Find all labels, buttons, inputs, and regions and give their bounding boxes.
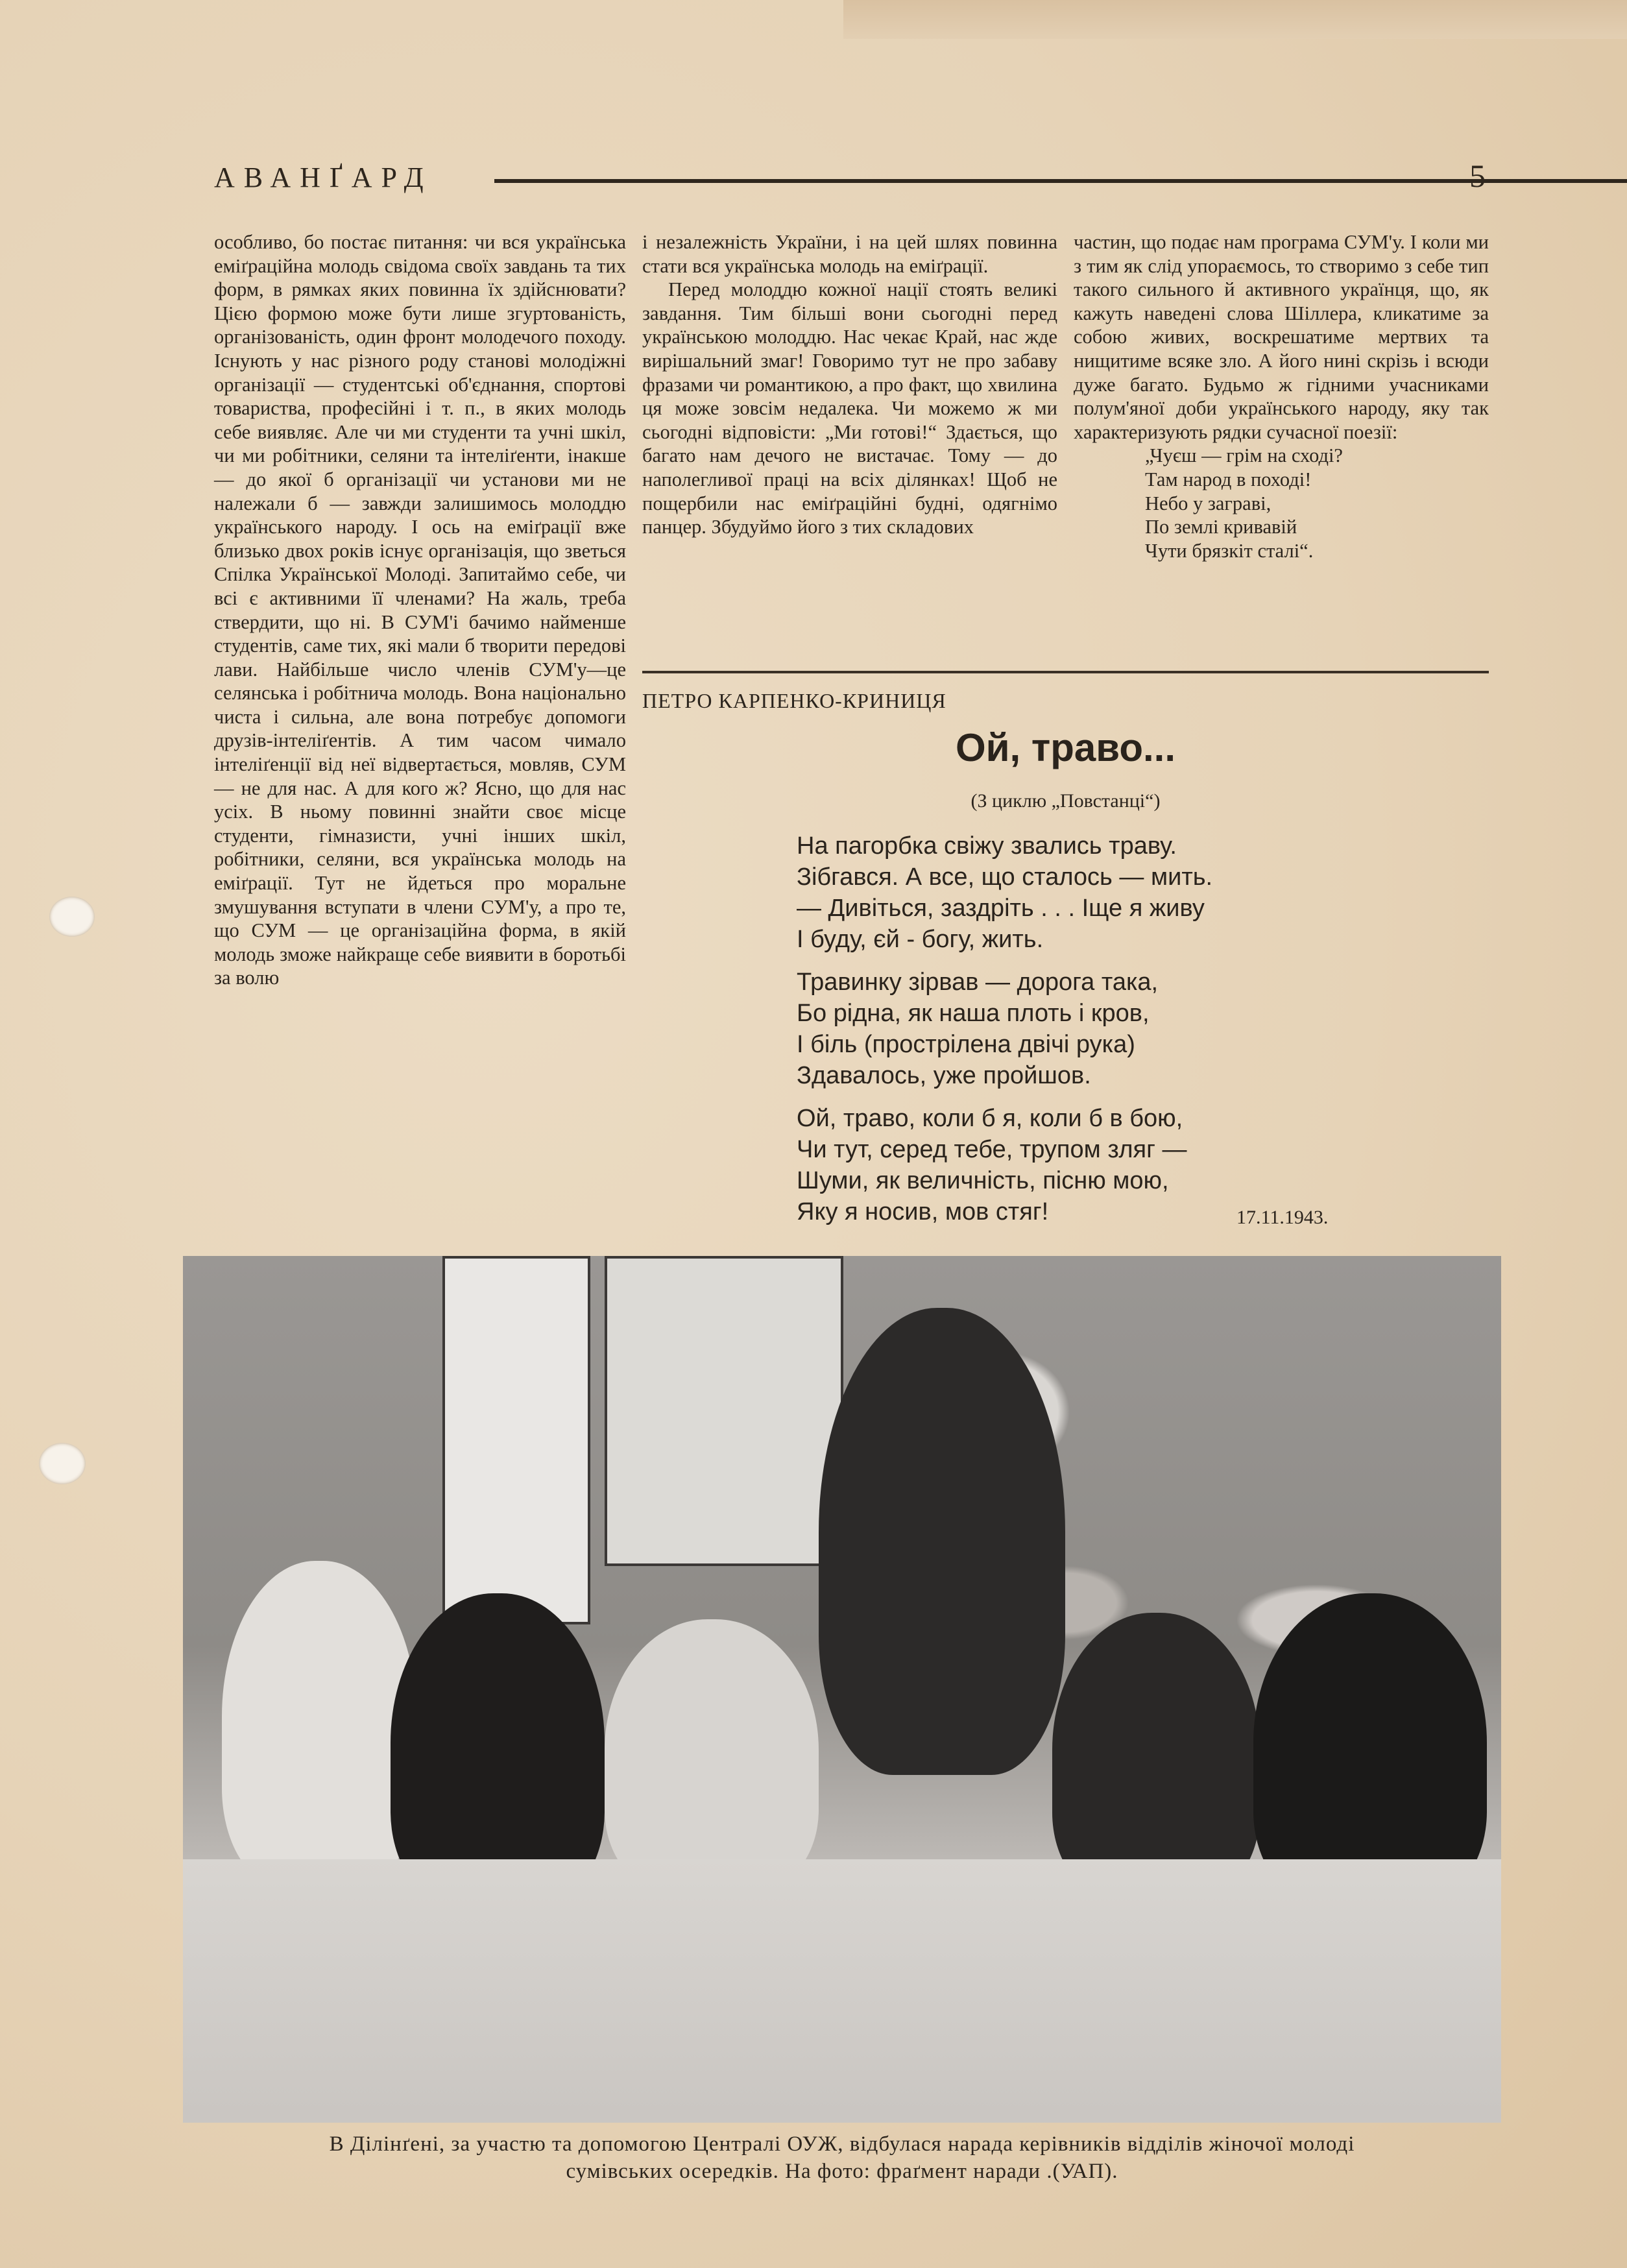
poem-line: Шуми, як величність, пісню мою,: [797, 1167, 1169, 1194]
verse-line: „Чуєш — грім на сході?: [1145, 444, 1343, 467]
poem-author: ПЕТРО КАРПЕНКО-КРИНИЦЯ: [642, 689, 946, 712]
poem-line: І біль (прострілена двічі рука): [797, 1031, 1135, 1058]
masthead: АВАНҐАРД: [214, 162, 433, 193]
stanza: [797, 830, 1380, 955]
paragraph: особливо, бо постає питання: чи вся українська еміґраційна молодь свідома своїх завдань та тих форм, в рямках яких повинна їх здійснювати? Цією формою може бути лише згуртованість, організованість, один фронт молодечого походу. Існують у нас різного роду станові молодіжні організації — студентські об'єднання, спортові товариства, професійні і т. п., в яких молодь себе виявляє. Але чи ми студенти та учні шкіл, чи ми робітники, селяни та інтеліґенти, інакше — до якої б організації чи установи ми не належали б — завжди залишимось молоддю українського народу. І ось на еміґрації вже близько двох років існує організація, що зветься Спілка Української Молоді. Запитаймо себе, чи всі є активними її членами? На жаль, треба ствердити, що ні. В СУМ'і бачимо найменше студентів, саме тих, які мали б творити передові лави. Найбільше число членів СУМ'у—це селянська і робітнича молодь. Вона національно чиста і сильна, але вона потребує допомоги друзів-інтеліґентів. А тим часом чимало інтеліґенції від неї відвертається, мовляв, СУМ — не для нас. А для кого ж? Ясно, що для нас усіх. В ньому повинні знайти своє місце студенти, гімназисти, учні інших шкіл, робітники, селяни, вся українська молодь на еміґрації. Тут не йдеться про моральне змушування вступати в члени СУМ'у, а про те, що СУМ — це організаційна форма, в якій молодь зможе найкраще себе виявити в боротьбі за волю: [214, 231, 626, 989]
poem-line: Бо рідна, як наша плоть і кров,: [797, 1000, 1150, 1027]
paragraph: Перед молоддю кожної нації стоять великі завдання. Тим більші вони сьогодні перед українською молоддю. Нас чекає Край, нас жде вирішальний змаг! Говоримо тут не про забаву фразами чи романтикою, а про факт, що хвилина ця може зовсім недалека. Чи можемо ж ми сьогодні відповісти: „Ми готові!“ Здається, що багато нам дечого не вистачає. Тому — до наполегливої праці на всіх ділянках! Щоб не пощербили нас еміґраційні будні, одягнімо панцер. Збудуймо його з тих складових: [642, 278, 1057, 538]
caption-line: В Ділінґені, за участю та допомогою Централі ОУЖ, відбулася нарада керівників відділів жіночої молоді: [329, 2132, 1355, 2156]
poem-line: Чи тут, серед тебе, трупом зляг —: [797, 1136, 1187, 1163]
poem-date: 17.11.1943.: [1236, 1207, 1329, 1228]
verse-line: По землі кривавій: [1145, 516, 1297, 538]
quoted-verse: [1074, 444, 1489, 562]
poem-cycle: (З циклю „Повстанці“): [970, 790, 1161, 812]
article-column-2: [642, 230, 1057, 539]
verse-line: Небо у заграві,: [1145, 492, 1271, 514]
punch-hole: [39, 1443, 86, 1484]
person-seated: [605, 1619, 819, 1892]
poem-line: І буду, єй - богу, жить.: [797, 926, 1044, 953]
poem-divider: [642, 671, 1489, 673]
paragraph: і незалежність України, і на цей шлях повинна стати вся українська молодь на еміґрації.: [642, 231, 1057, 277]
punch-hole: [49, 897, 95, 937]
page-header: [214, 158, 1486, 206]
person-seated: [391, 1593, 605, 1905]
poem-line: Яку я носив, мов стяг!: [797, 1198, 1049, 1225]
article-column-3: [1074, 230, 1489, 562]
meeting-table: [183, 1859, 1501, 2123]
verse-line: Там народ в поході!: [1145, 468, 1312, 490]
stanza: [797, 967, 1380, 1091]
header-rule: [494, 179, 1627, 183]
poem-line: — Дивіться, заздріть . . . Іще я живу: [797, 895, 1205, 922]
poem-line: Здавалось, уже пройшов.: [797, 1062, 1091, 1089]
paragraph: частин, що подає нам програма СУМ'у. І коли ми з тим як слід упораємось, то створимо з себе тип такого сильного й активного українця, що, як кажуть наведені слова Шіллера, кликатиме за собою живих, воскрешатиме мертвих та нищитиме всяке зло. А його нині скрізь і всюди дуже багато. Будьмо ж гідними учасниками полум'яної доби українського народу, яку так характеризують рядки сучасної поезії:: [1074, 231, 1489, 443]
person-seated: [1052, 1613, 1260, 1898]
poem-line: Ой, траво, коли б я, коли б в бою,: [797, 1105, 1183, 1132]
torn-edge: [843, 0, 1627, 39]
poem-body: [797, 830, 1380, 1239]
poem-line: Травинку зірвав — дорога така,: [797, 969, 1159, 996]
person-seated: [1253, 1593, 1487, 1905]
poem-line: Зібгався. А все, що сталось — мить.: [797, 863, 1213, 891]
photo-caption: [183, 2130, 1501, 2185]
article-column-1: [214, 230, 626, 990]
poem-line: На пагорбка свіжу звались траву.: [797, 832, 1177, 860]
window-frame: [442, 1256, 590, 1624]
verse-line: Чути брязкіт сталі“.: [1145, 539, 1314, 562]
poem-title: Ой, траво...: [955, 726, 1176, 769]
cabinet: [605, 1256, 843, 1566]
page-number: 5: [1469, 158, 1486, 194]
caption-line: сумівських осередків. На фото: фраґмент наради .(УАП).: [566, 2160, 1118, 2183]
person-seated: [222, 1561, 416, 1885]
meeting-photo: [183, 1256, 1501, 2123]
person-standing: [819, 1308, 1065, 1775]
